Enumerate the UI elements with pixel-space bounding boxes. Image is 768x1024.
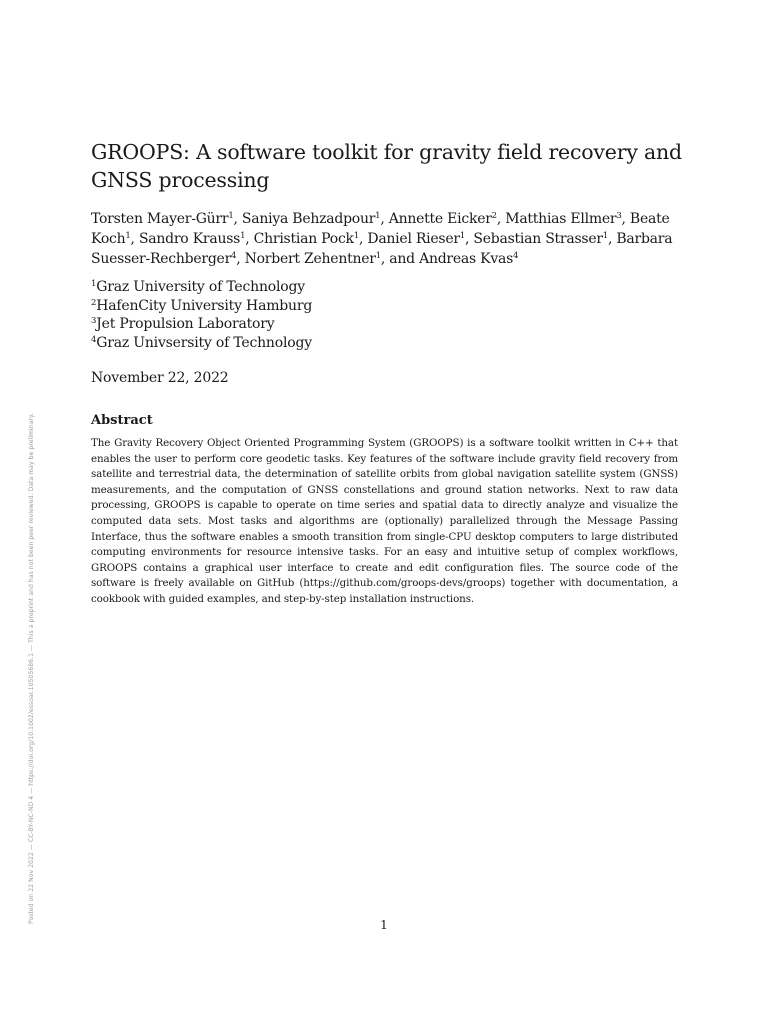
affiliation-marker: 1 <box>240 231 246 241</box>
author-separator: , <box>130 231 139 247</box>
affiliation-marker: 1 <box>375 211 381 221</box>
affiliation-name: Graz University of Technology <box>96 279 305 295</box>
affiliation-marker: 1 <box>228 211 234 221</box>
affiliation-number: 2 <box>91 297 97 308</box>
author-name: Saniya Behzadpour <box>241 211 376 227</box>
affiliation-marker: 4 <box>513 251 519 261</box>
author-separator: , <box>380 211 389 227</box>
affiliation-marker: 1 <box>353 231 359 241</box>
author-separator: , <box>236 251 245 267</box>
affiliation-marker: 4 <box>231 251 237 261</box>
affiliation-list <box>91 278 491 352</box>
author-name: Sandro Krauss <box>138 231 241 247</box>
author-name: Norbert Zehentner <box>244 251 376 267</box>
affiliation-marker: 1 <box>602 231 608 241</box>
author-name: Torsten Mayer-Gürr <box>91 211 229 227</box>
affiliation-name: Graz Univsersity of Technology <box>96 334 312 351</box>
affiliation-marker: 1 <box>125 231 131 241</box>
affiliation-marker: 2 <box>491 211 497 221</box>
affiliation-marker: 1 <box>459 231 466 241</box>
affiliation-marker: 1 <box>375 251 381 261</box>
author-name: Barbara Suesser-Rechberger <box>91 231 673 267</box>
author-name: Annette Eicker <box>388 211 492 227</box>
affiliation-name: HafenCity University Hamburg <box>96 297 313 314</box>
author-separator: , <box>358 231 368 247</box>
affiliation-number: 4 <box>91 334 97 345</box>
author-name: Christian Pock <box>253 231 354 247</box>
affiliation-marker: 3 <box>616 211 622 221</box>
affiliation-item <box>91 334 491 353</box>
affiliation-item <box>91 315 491 334</box>
author-name: Matthias Ellmer <box>505 211 617 227</box>
author-separator: , <box>245 231 254 247</box>
author-name: Andreas Kvas <box>419 251 514 267</box>
publication-date: November 22, 2022 <box>91 370 229 386</box>
author-separator: , <box>465 231 474 247</box>
author-name: Beate Koch <box>91 211 670 247</box>
author-separator: , and <box>380 251 420 267</box>
author-separator: , <box>607 231 617 247</box>
author-separator: , <box>496 211 506 227</box>
author-separator: , <box>621 211 630 227</box>
author-name: Daniel Rieser <box>367 231 460 247</box>
author-separator: , <box>233 211 242 227</box>
page-number: 1 <box>380 918 388 932</box>
author-name: Sebastian Strasser <box>473 231 603 247</box>
affiliation-number: 1 <box>91 279 97 289</box>
abstract-heading: Abstract <box>91 413 153 428</box>
affiliation-item <box>91 297 491 316</box>
abstract-text: The Gravity Recovery Object Oriented Programming System (GROOPS) is a software toolkit written in C++ that enables the user to perform core geodetic tasks. Key features of the software include gravity field recovery from satellite and terrestrial data, the determination of satellite orbits from global navigation satellite system (GNSS) measurements, and the computation of GNSS constellations and ground station networks. Next to raw data processing, GROOPS is capable to operate on time series and spatial data to directly analyze and visualize the computed data sets. Most tasks and algorithms are (optionally) parallelized through the Message Passing Interface, thus the software enables a smooth transition from single-CPU desktop computers to large distributed computing environments for resource intensive tasks. For an easy and intuitive setup of complex workflows, GROOPS contains a graphical user interface to create and edit configuration files. The source code of the software is freely available on GitHub (https://github.com/groops-devs/groops) together with documentation, a cookbook with guided examples, and step-by-step installation instructions. <box>91 437 678 605</box>
affiliation-name: Jet Propulsion Laboratory <box>96 316 275 332</box>
paper-title: GROOPS: A software toolkit for gravity field recovery and GNSS processing <box>91 140 682 192</box>
affiliation-item <box>91 278 491 297</box>
affiliation-number: 3 <box>91 316 97 326</box>
author-list <box>91 209 681 269</box>
preprint-sidebar-note: Posted on 22 Nov 2022 — CC-BY-NC-ND 4 — https://doi.org/10.1002/essoar.10505686.1 — This a preprint and has not been peer reviewed. Data may be preliminary. <box>28 413 35 924</box>
